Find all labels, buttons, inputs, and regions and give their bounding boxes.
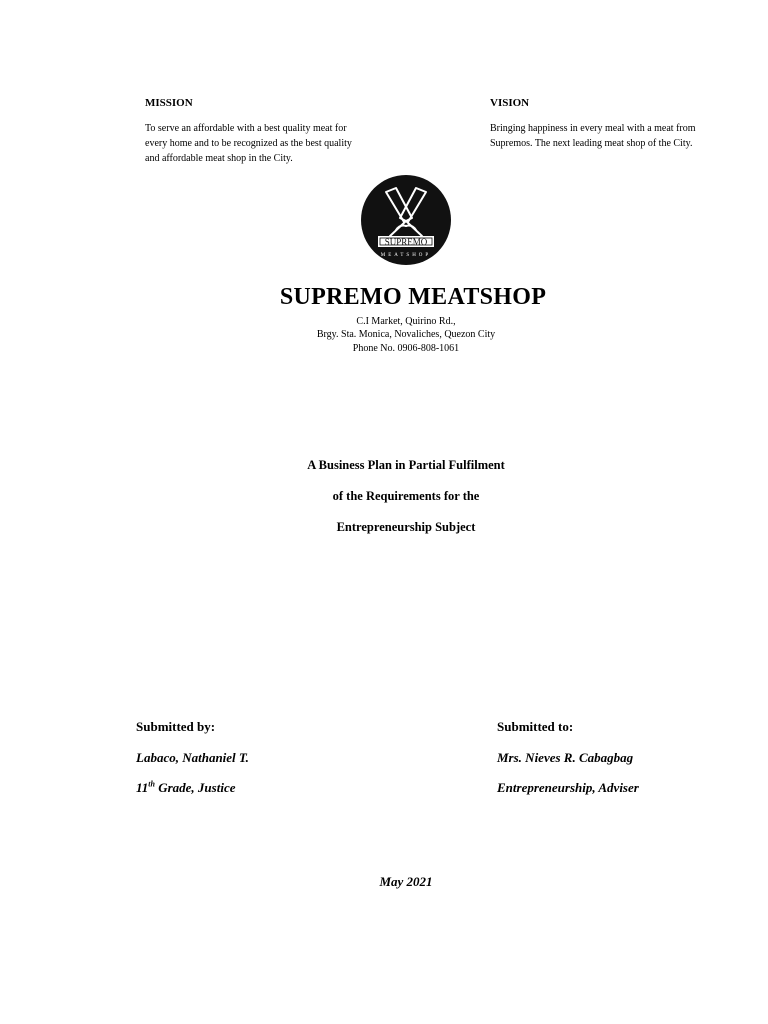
- submitted-to-name: Mrs. Nieves R. Cabagbag: [497, 750, 634, 765]
- plan-line-1: A Business Plan in Partial Fulfilment: [307, 458, 505, 472]
- submitted-by-label: Submitted by:: [136, 719, 216, 734]
- plan-line-3: Entrepreneurship Subject: [336, 520, 476, 534]
- submitted-to-role: Entrepreneurship, Adviser: [497, 780, 639, 795]
- grade-number: 11: [136, 780, 149, 795]
- mission-heading: MISSION: [145, 97, 193, 109]
- mission-text: To serve an affordable with a best quality meat for every home and to be recognized as the best quality and affordable meat shop in the City.: [145, 123, 352, 164]
- logo-banner-text: SUPREMO: [384, 237, 428, 247]
- phone-number: Phone No. 0906-808-1061: [352, 343, 460, 354]
- address-line-1: C.I Market, Quirino Rd.,: [356, 316, 456, 327]
- shop-name: SUPREMO MEATSHOP: [279, 284, 547, 310]
- address-line-2: Brgy. Sta. Monica, Novaliches, Quezon City: [316, 329, 496, 340]
- cleaver-knives-logo-icon: [360, 174, 452, 266]
- supremo-logo: [360, 174, 452, 266]
- vision-heading: VISION: [490, 97, 530, 109]
- submitted-by-grade: [136, 780, 236, 796]
- logo-subtext: MEATSHOP: [380, 253, 432, 258]
- submitted-to-label: Submitted to:: [497, 719, 574, 734]
- submitted-by-name: Labaco, Nathaniel T.: [136, 750, 249, 765]
- grade-section: Grade, Justice: [154, 780, 236, 795]
- grade-suffix: th: [148, 779, 155, 789]
- submission-date: May 2021: [379, 874, 433, 889]
- plan-line-2: of the Requirements for the: [332, 489, 480, 503]
- vision-text: Bringing happiness in every meal with a meat from Supremos. The next leading meat shop of the City.: [490, 123, 696, 149]
